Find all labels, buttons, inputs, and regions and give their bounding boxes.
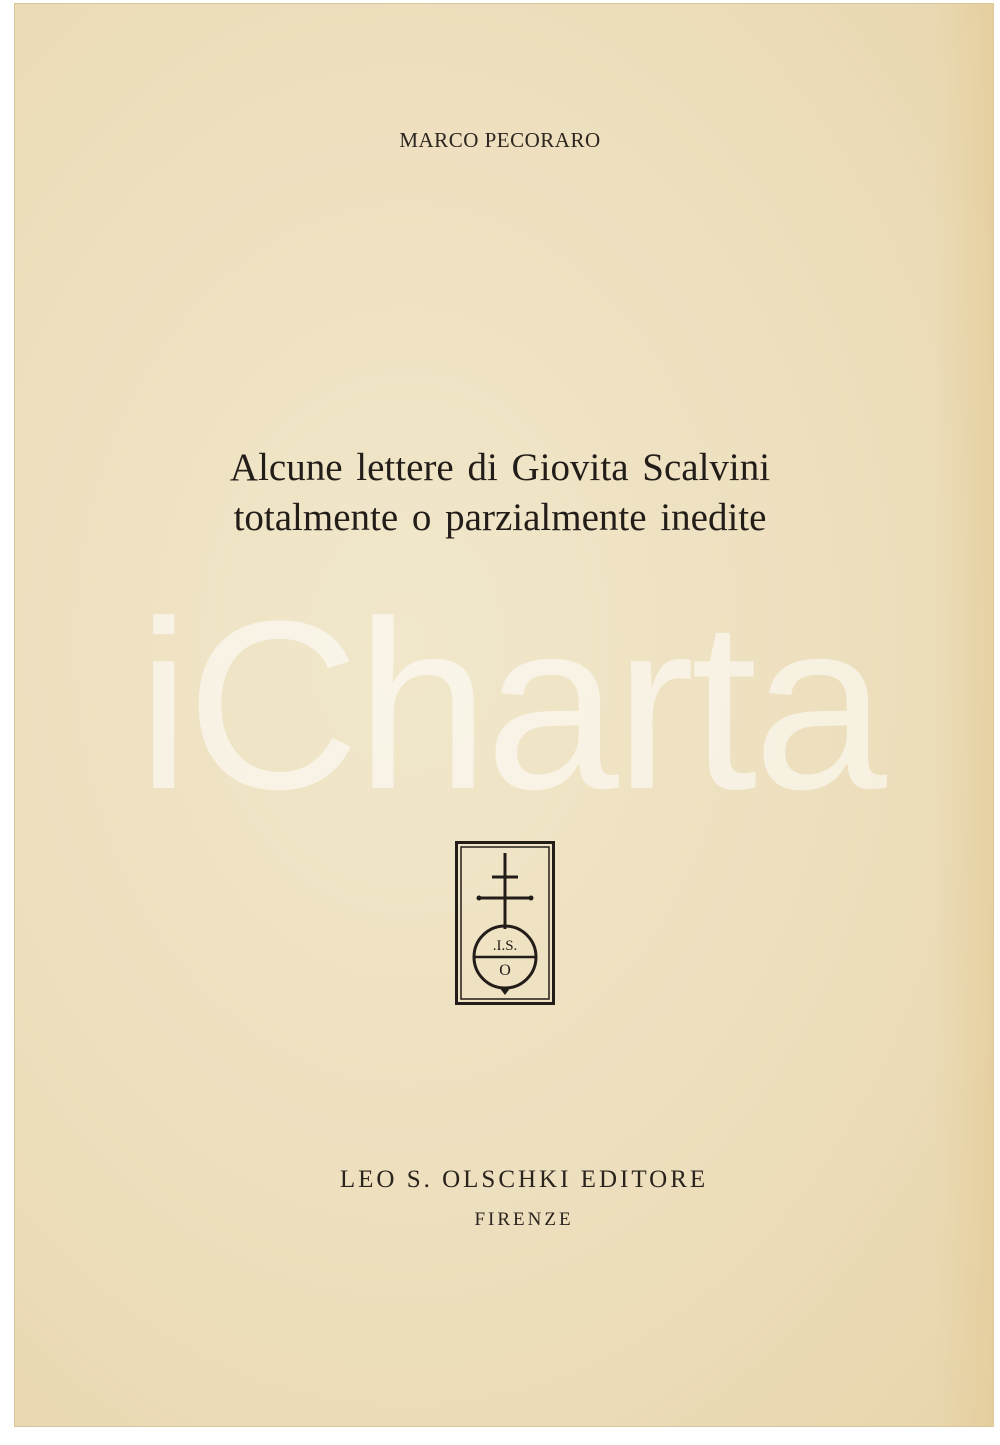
title-line-1: Alcune lettere di Giovita Scalvini — [229, 446, 771, 489]
watermark-text: iCharta — [137, 571, 883, 839]
publisher-mark-icon — [455, 841, 555, 1005]
mark-monogram-bottom: O — [499, 962, 511, 979]
publisher-city: FIRENZE — [474, 1209, 574, 1230]
title-line-2: totalmente o parzialmente inedite — [233, 496, 767, 539]
publisher-name: LEO S. OLSCHKI EDITORE — [339, 1166, 709, 1193]
mark-monogram-top: .I.S. — [492, 938, 518, 954]
book-title — [0, 443, 1000, 543]
author-name: MARCO PECORARO — [399, 128, 601, 152]
